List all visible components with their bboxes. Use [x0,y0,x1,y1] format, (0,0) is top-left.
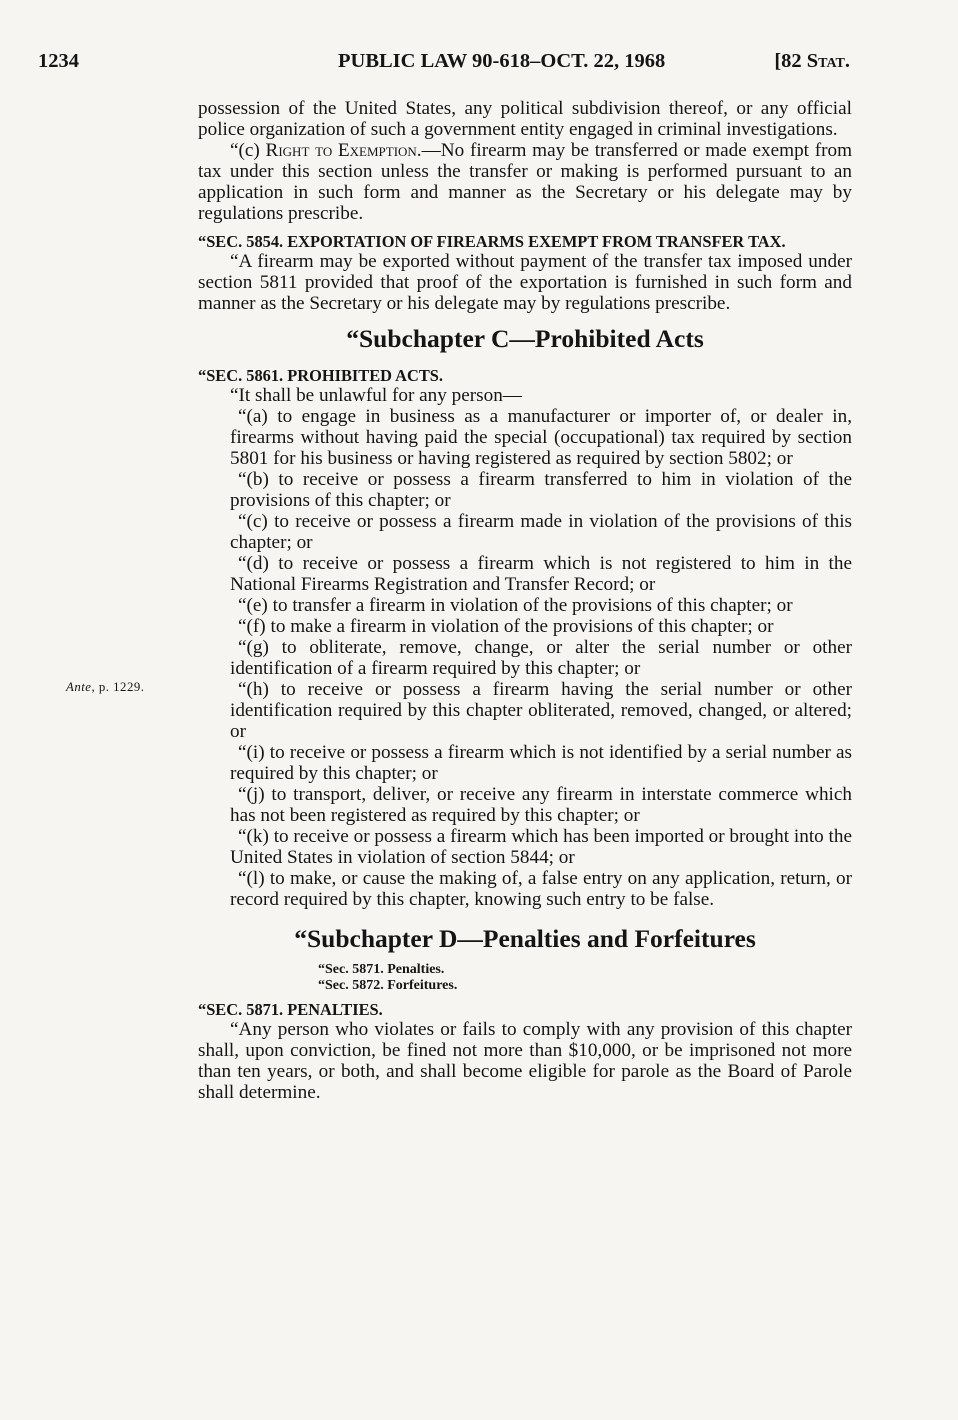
caption-right-to-exemption: Right to Exemption. [265,140,422,161]
margin-note-italic: Ante [66,680,92,694]
toc-entry-5872: “Sec. 5872. Forfeitures. [318,978,458,993]
margin-note [66,680,144,695]
running-title: PUBLIC LAW 90-618–OCT. 22, 1968 [338,50,666,72]
statute-prefix: [82 [774,50,807,72]
list-item-a: “(a) to engage in business as a manufacturer or importer of, or dealer in, firearms without having paid the special (occupational) tax required by section 5801 for his business or having registered as required by section 5802; or [230,406,852,469]
statute-reference [774,50,850,73]
subchapter-d-heading: “Subchapter D—Penalties and Forfeitures [294,924,756,953]
list-item-l: “(l) to make, or cause the making of, a false entry on any application, return, or record required by this chapter, knowing such entry to be false. [230,868,852,910]
page-header [38,50,858,80]
list-item-h: “(h) to receive or possess a firearm having the serial number or other identification required by this chapter obliterated, removed, changed, or altered; or [230,679,852,742]
list-item-c: “(c) to receive or possess a firearm made in violation of the provisions of this chapter; or [230,511,852,553]
paragraph-continuation: possession of the United States, any political subdivision thereof, or any official police organization of such a government entity engaged in criminal investigations. [198,98,852,140]
list-item-i: “(i) to receive or possess a firearm which is not identified by a serial number as required by this chapter; or [230,742,852,784]
page-number: 1234 [38,50,79,72]
paragraph-body: —No firearm may be transferred or made exempt from tax under this section unless the transfer or making is performed pursuant to an application in such form and manner as the Secretary or his delegate may by regulations prescribe. [198,140,853,224]
section-5854-body: “A firearm may be exported without payment of the transfer tax imposed under section 5811 provided that proof of the exportation is furnished in such form and manner as the Secretary or his delegate may by regulations prescribe. [198,251,852,314]
list-item-b: “(b) to receive or possess a firearm transferred to him in violation of the provisions of this chapter; or [230,469,852,511]
list-item-k: “(k) to receive or possess a firearm which has been imported or brought into the United States in violation of section 5844; or [230,826,852,868]
section-5861-intro: “It shall be unlawful for any person— [230,385,522,406]
section-5861-heading: “SEC. 5861. PROHIBITED ACTS. [198,366,444,385]
list-item-e: “(e) to transfer a firearm in violation of the provisions of this chapter; or [238,595,793,616]
section-5871-heading: “SEC. 5871. PENALTIES. [198,1000,383,1019]
margin-note-rest: , p. 1229. [91,680,145,694]
list-item-g: “(g) to obliterate, remove, change, or alter the serial number or other identification of a firearm required by this chapter; or [230,637,852,679]
list-item-j: “(j) to transport, deliver, or receive any firearm in interstate commerce which has not been registered as required by this chapter; or [230,784,852,826]
list-item-d: “(d) to receive or possess a firearm which is not registered to him in the National Firearms Registration and Transfer Record; or [230,553,852,595]
toc-entry-5871: “Sec. 5871. Penalties. [318,962,445,977]
paragraph-right-to-exemption [198,140,852,224]
subchapter-c-heading: “Subchapter C—Prohibited Acts [346,324,704,353]
section-5854-heading: “SEC. 5854. EXPORTATION OF FIREARMS EXEMPT FROM TRANSFER TAX. [198,232,786,251]
section-5871-body: “Any person who violates or fails to comply with any provision of this chapter shall, upon conviction, be fined not more than $10,000, or be imprisoned not more than ten years, or both, and shall become eligible for parole as the Board of Parole shall determine. [198,1019,852,1103]
body-text [198,98,852,1103]
list-item-f: “(f) to make a firearm in violation of the provisions of this chapter; or [238,616,774,637]
statute-word: Stat. [806,50,850,72]
paragraph-open: “(c) [230,140,266,161]
